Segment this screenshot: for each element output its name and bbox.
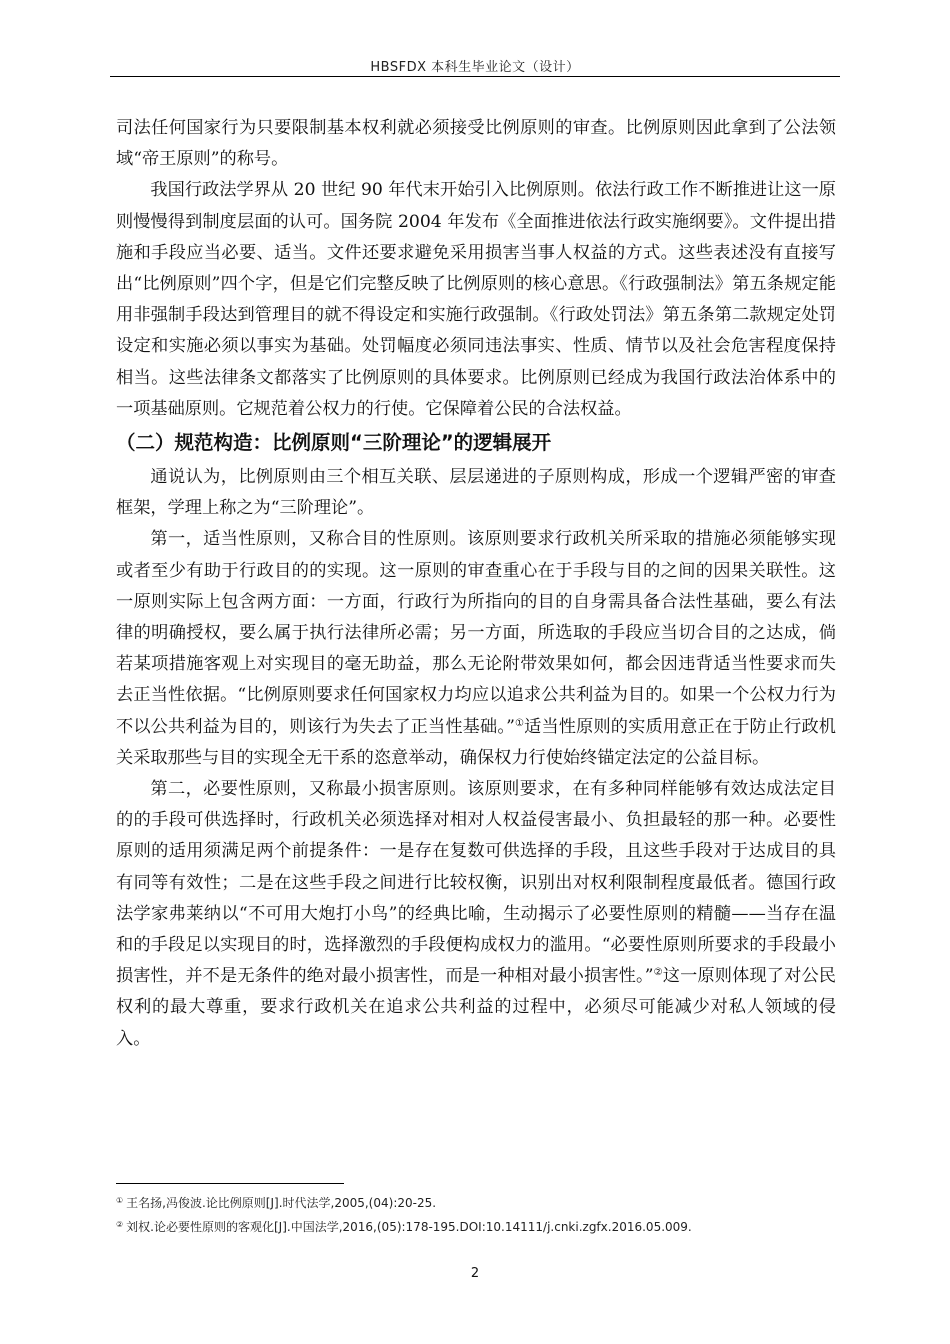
header-divider bbox=[110, 76, 840, 77]
paragraph-4-text-b: 适当性原则的实质用意正在于防止行政机关采取那些与目的实现全无干系的恣意举动，确保权力行使始终锚定法定的公益目标。 bbox=[116, 716, 836, 768]
footnote-2 bbox=[116, 1214, 836, 1238]
footnote-text-2: 刘权.论必要性原则的客观化[J].中国法学,2016,(05):178-195.DOI:10.14111/j.cnki.zgfx.2016.05.009. bbox=[126, 1220, 692, 1234]
paragraph-2: 我国行政法学界从 20 世纪 90 年代末开始引入比例原则。依法行政工作不断推进让这一原则慢慢得到制度层面的认可。国务院 2004 年发布《全面推进依法行政实施纲要》。文件提出措施和手段应当必要、适当。文件还要求避免采用损害当事人权益的方式。这些表述没有直接写出“比例原则”四个字，但是它们完整反映了比例原则的核心意思。《行政强制法》第五条规定能用非强制手段达到管理目的就不得设定和实施行政强制。《行政处罚法》第五条第二款规定处罚设定和实施必须以事实为基础。处罚幅度必须同违法事实、性质、情节以及社会危害程度保持相当。这些法律条文都落实了比例原则的具体要求。比例原则已经成为我国行政法治体系中的一项基础原则。它规范着公权力的行使。它保障着公民的合法权益。 bbox=[116, 180, 836, 419]
paragraph-4-text-a: 第一，适当性原则，又称合目的性原则。该原则要求行政机关所采取的措施必须能够实现或者至少有助于行政目的的实现。这一原则的审查重心在于手段与目的之间的因果关联性。这一原则实际上包含两方面：一方面，行政行为所指向的目的自身需具备合法性基础，要么有法律的明确授权，要么属于执行法律所必需；另一方面，所选取的手段应当切合目的之达成，倘若某项措施客观上对实现目的毫无助益，那么无论附带效果如何，都会因违背适当性要求而失去正当性依据。“比例原则要求任何国家权力均应以追求公共利益为目的。如果一个公权力行为不以公共利益为目的，则该行为失去了正当性基础。” bbox=[116, 529, 836, 737]
paragraph-4 bbox=[116, 524, 836, 774]
footnotes bbox=[116, 1190, 836, 1238]
paragraph-1: 司法任何国家行为只要限制基本权利就必须接受比例原则的审查。比例原则因此拿到了公法领域“帝王原则”的称号。 bbox=[116, 118, 836, 170]
footnote-mark-2: ② bbox=[116, 1220, 124, 1229]
paragraph-5-text-b: 这一原则体现了对公民权利的最大尊重，要求行政机关在追求公共利益的过程中，必须尽可能减少对私人领域的侵入。 bbox=[116, 966, 836, 1049]
footnote-1 bbox=[116, 1190, 836, 1214]
paragraph-5 bbox=[116, 774, 836, 1055]
footnote-mark-1: ① bbox=[116, 1196, 124, 1205]
paragraph-5-text-a: 第二，必要性原则，又称最小损害原则。该原则要求，在有多种同样能够有效达成法定目的的手段可供选择时，行政机关必须选择对相对人权益侵害最小、负担最轻的那一种。必要性原则的适用须满足两个前提条件：一是存在复数可供选择的手段，且这些手段对于达成目的具有同等有效性；二是在这些手段之间进行比较权衡，识别出对权利限制程度最低者。德国行政法学家弗莱纳以“不可用大炮打小鸟”的经典比喻，生动揭示了必要性原则的精髓——当存在温和的手段足以实现目的时，选择激烈的手段便构成权力的滥用。“必要性原则所要求的手段最小损害性，并不是无条件的绝对最小损害性，而是一种相对最小损害性。” bbox=[116, 779, 836, 987]
running-header: HBSFDX 本科生毕业论文（设计） bbox=[370, 60, 580, 75]
footnote-ref-1[interactable]: ① bbox=[514, 717, 525, 729]
footnote-divider bbox=[116, 1183, 344, 1184]
paragraph-3: 通说认为，比例原则由三个相互关联、层层递进的子原则构成，形成一个逻辑严密的审查框架，学理上称之为“三阶理论”。 bbox=[116, 467, 836, 519]
footnote-ref-2[interactable]: ② bbox=[653, 967, 663, 979]
body-text bbox=[116, 113, 836, 1055]
page-number: 2 bbox=[470, 1266, 480, 1281]
footnote-text-1: 王名扬,冯俊波.论比例原则[J].时代法学,2005,(04):20-25. bbox=[126, 1196, 437, 1210]
section-heading: （二）规范构造：比例原则“三阶理论”的逻辑展开 bbox=[116, 431, 552, 455]
